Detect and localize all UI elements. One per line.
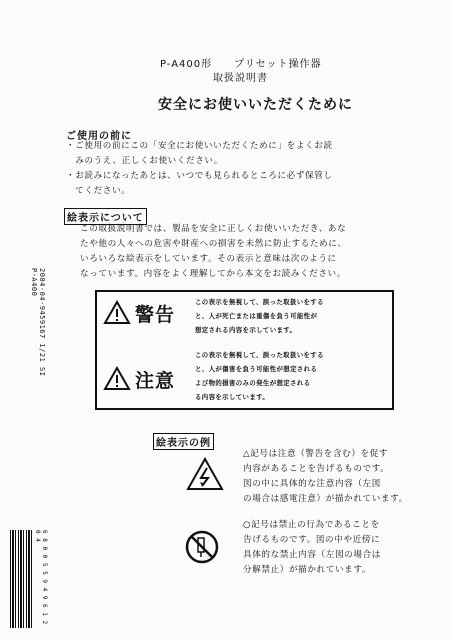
caution-line: この表示を無視して、誤った取扱いをする xyxy=(195,351,324,359)
triangle-explanation xyxy=(243,447,408,507)
examples-label: 絵表示の例 xyxy=(153,433,214,450)
warning-triangle-icon xyxy=(103,300,131,329)
warning-label: 警告 xyxy=(135,304,176,326)
model-line: P-A400形 プリセット操作器 xyxy=(160,59,322,70)
before-use-line: みのうえ、正しくお使いください。 xyxy=(66,156,223,166)
caution-line: る内容を示しています。 xyxy=(195,393,270,401)
warning-line: と、人が死亡または重傷を負う可能性が xyxy=(195,312,318,320)
before-use-line: てください。 xyxy=(66,186,131,196)
caution-triangle-icon xyxy=(103,366,131,395)
pictograms-about-line: いろいろな絵表示をしています。その表示と意味は次のように xyxy=(80,254,337,264)
pictograms-about-body xyxy=(80,222,347,282)
circle-line: 具体的な禁止内容（左図の場合は xyxy=(243,550,381,560)
before-use-line: ・お読みになったあとは、いつでも見られるところに必ず保管し xyxy=(66,171,333,181)
pictograms-about-line: なっています。内容をよく理解してから本文をお読みください。 xyxy=(80,269,346,279)
warning-line: 想定される内容を示しています。 xyxy=(195,326,297,334)
caution-line: と、人が傷害を負う可能性が想定される xyxy=(195,365,318,373)
barcode-text: 6 8 0 0 5 5 9 4 9 6 1 2 0 4 xyxy=(34,530,48,625)
triangle-line: △記号は注意（警告を含む）を促す xyxy=(243,449,389,459)
warning-caution-box xyxy=(95,290,394,410)
circle-explanation xyxy=(243,518,381,578)
before-use-body xyxy=(66,139,333,199)
warning-text xyxy=(195,295,324,337)
triangle-line: 内容があることを告げるものです。 xyxy=(243,464,390,474)
pictograms-about-line: この取扱説明書では、製品を安全に正しくお使いいただき、あな xyxy=(80,224,347,234)
barcode xyxy=(10,530,32,628)
document-subtitle: 取扱説明書 xyxy=(213,73,268,84)
circle-line: ○記号は禁止の行為であることを xyxy=(243,520,380,530)
caution-text xyxy=(195,348,324,404)
triangle-line: 図の中に具体的な注意内容（左図 xyxy=(243,479,381,489)
circle-line: 分解禁止）が描かれています。 xyxy=(243,565,372,575)
circle-line: 告げるものです。図の中や近傍に xyxy=(243,535,381,545)
before-use-line: ・ご使用の前にこの「安全にお使いいただくために」をよくお読 xyxy=(66,141,333,151)
caution-label: 注意 xyxy=(135,370,176,392)
caution-line: よび物的損害のみの発生が想定される xyxy=(195,379,311,387)
pictograms-about-line: たや他の人々への危害や財産への損害を未然に防止するために、 xyxy=(80,239,347,249)
pictograms-about-label: 絵表示について xyxy=(64,208,147,225)
triangle-line: の場合は感電注意）が描かれています。 xyxy=(243,494,408,504)
no-disassembly-prohibited-icon xyxy=(185,530,219,568)
electric-shock-triangle-icon xyxy=(186,457,224,495)
before-use-label: ご使用の前に xyxy=(66,131,132,142)
page-title: 安全にお使いいただくために xyxy=(158,97,353,113)
side-document-code: 2004-04-9459167 1/21 SI P-A400 xyxy=(30,268,46,377)
warning-line: この表示を無視して、誤った取扱いをする xyxy=(195,298,324,306)
